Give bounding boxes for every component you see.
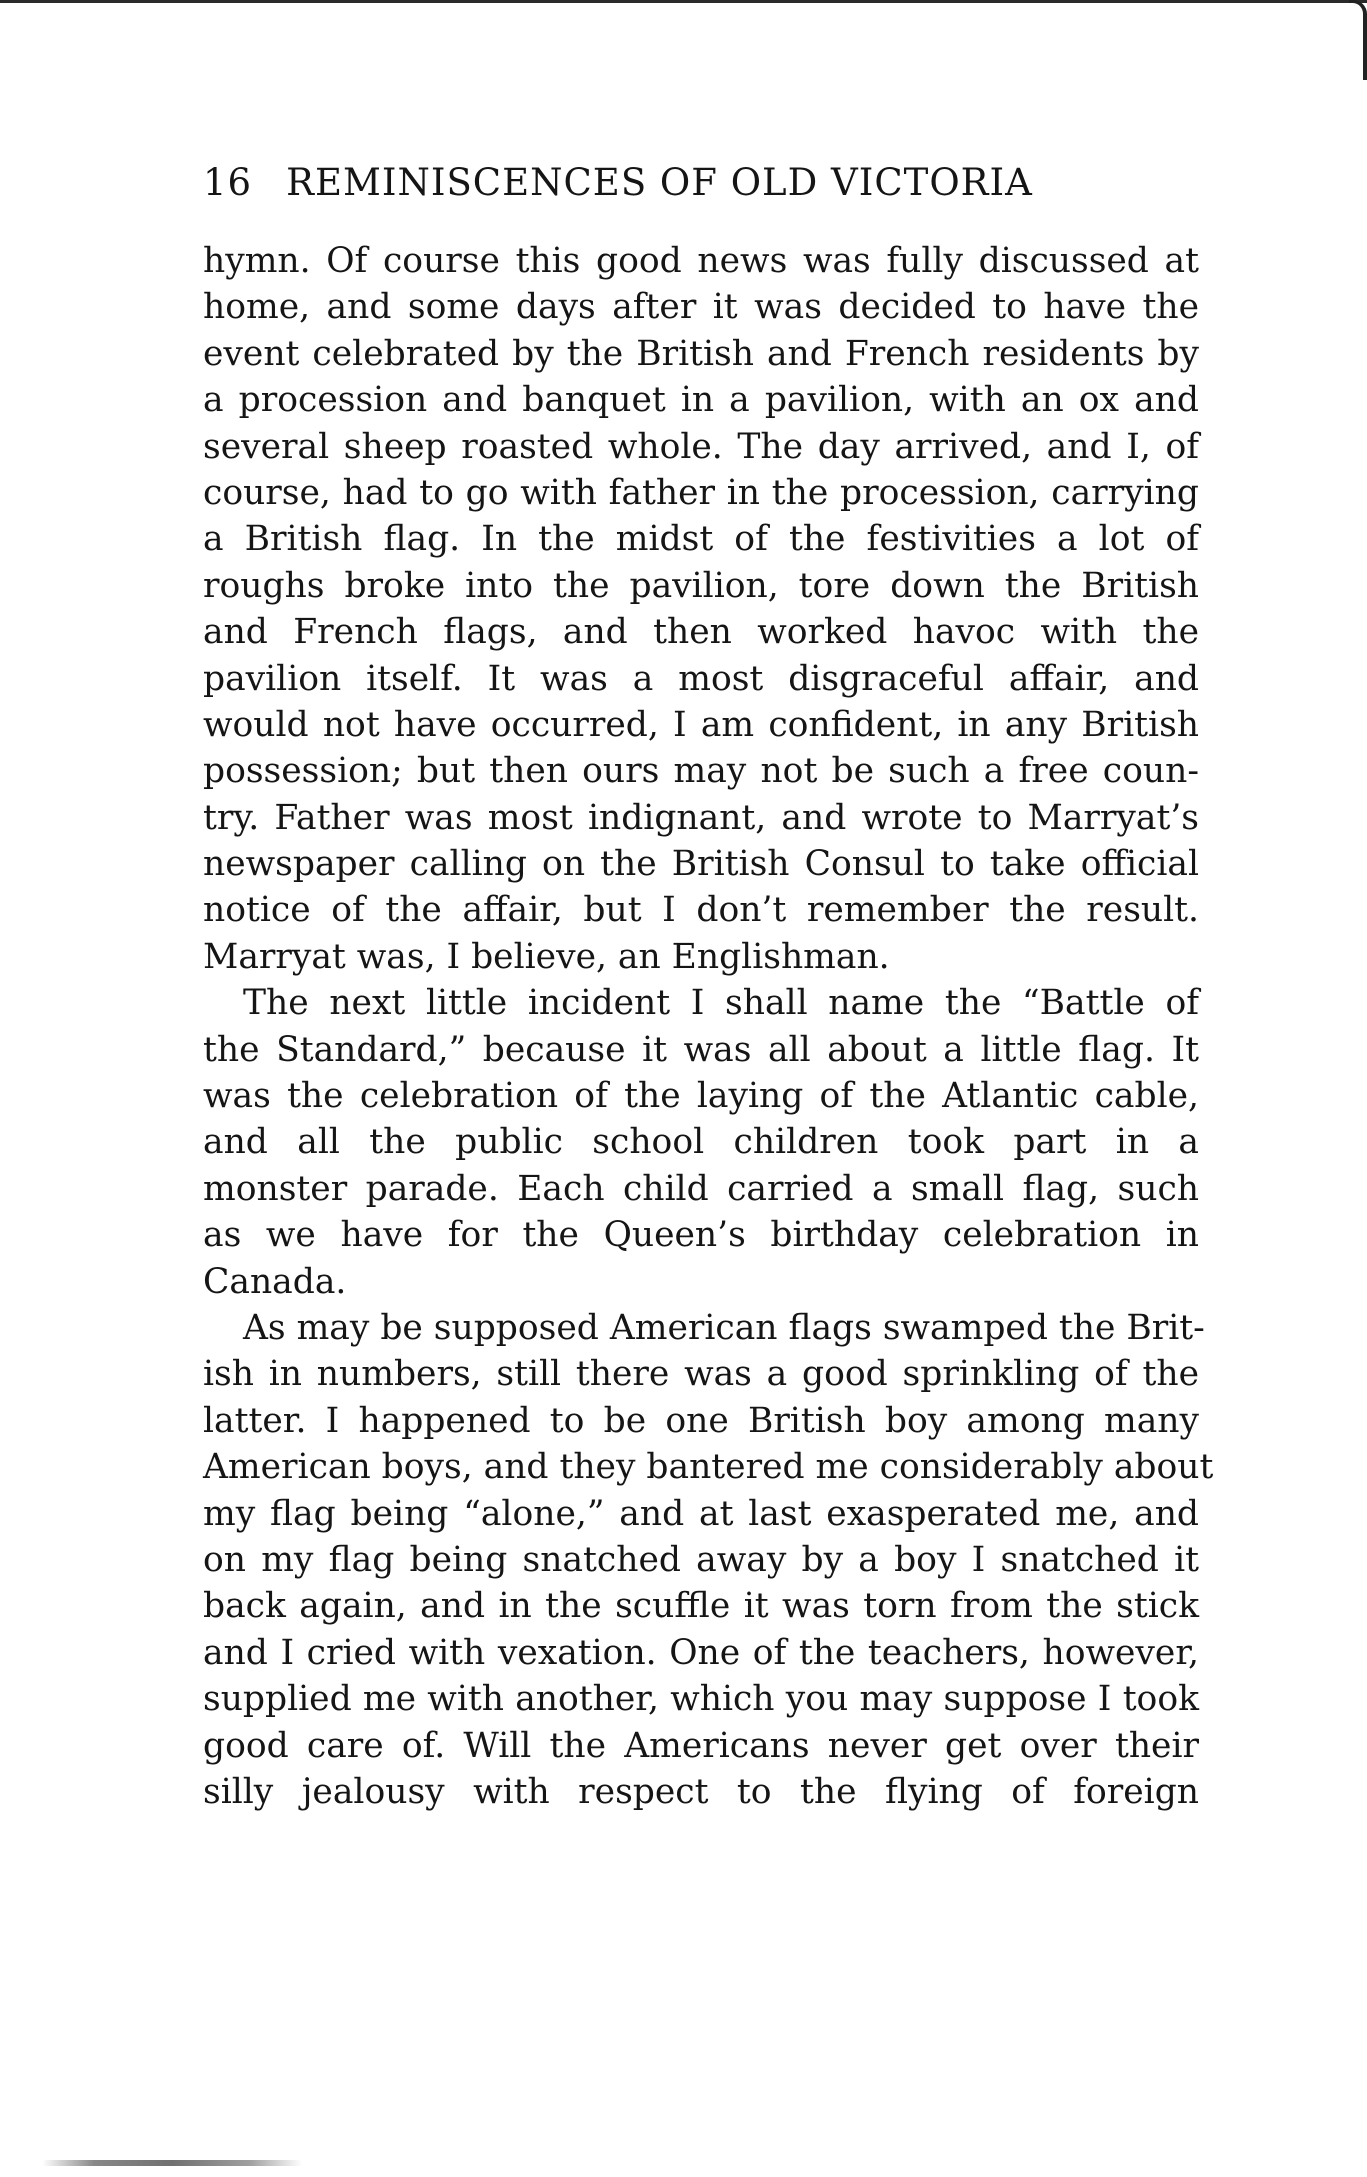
scan-smudge [42,2160,302,2166]
text-line: would not have occurred, I am confident, in any British [203,704,1199,745]
body-text [203,238,1214,1815]
running-header [203,150,1203,214]
text-line: event celebrated by the British and French residents by [203,333,1199,374]
text-line: on my flag being snatched away by a boy I snatched it [203,1539,1199,1580]
text-line: home, and some days after it was decided to have the [203,287,1199,328]
text-line: course, had to go with father in the procession, carrying [203,472,1199,513]
text-line: and French flags, and then worked havoc with the [203,612,1199,653]
text-line: silly jealousy with respect to the flying of foreign [203,1771,1199,1812]
text-line: a British flag. In the midst of the festivities a lot of [203,519,1199,560]
page-number: 16 [203,160,253,204]
text-line: pavilion itself. It was a most disgraceful affair, and [203,658,1199,699]
text-line: As may be supposed American flags swamped the Brit- [243,1307,1205,1348]
top-edge-rule [0,0,1367,3]
text-line: newspaper calling on the British Consul to take official [203,844,1199,885]
text-line: was the celebration of the laying of the Atlantic cable, [203,1076,1199,1117]
text-line: Canada. [203,1261,347,1302]
corner-mark [1349,0,1367,80]
text-line: hymn. Of course this good news was fully discussed at [203,241,1199,281]
text-line: ish in numbers, still there was a good sprinkling of the [203,1354,1199,1395]
text-line: supplied me with another, which you may suppose I took [203,1679,1199,1720]
text-line: possession; but then ours may not be such a free coun- [203,751,1199,792]
text-line: The next little incident I shall name the “Battle of [243,983,1199,1024]
text-line: several sheep roasted whole. The day arrived, and I, of [203,426,1199,467]
text-line: roughs broke into the pavilion, tore down the British [203,565,1199,606]
text-line: a procession and banquet in a pavilion, with an ox and [203,380,1199,421]
text-line: notice of the affair, but I don’t remember the result. [203,890,1199,931]
text-line: as we have for the Queen’s birthday celebration in [203,1215,1199,1256]
text-line: and all the public school children took part in a [203,1122,1199,1163]
running-title: REMINISCENCES OF OLD VICTORIA [286,160,1033,204]
text-line: my flag being “alone,” and at last exasperated me, and [203,1493,1199,1534]
text-line: the Standard,” because it was all about a little flag. It [203,1029,1199,1070]
text-line: and I cried with vexation. One of the teachers, however, [203,1632,1199,1673]
text-line: try. Father was most indignant, and wrote to Marryat’s [203,797,1199,838]
text-line: good care of. Will the Americans never get over their [203,1725,1199,1766]
text-line: back again, and in the scuffle it was torn from the stick [203,1586,1199,1627]
text-line: American boys, and they bantered me considerably about [203,1447,1214,1488]
text-line: monster parade. Each child carried a small flag, such [203,1168,1199,1209]
text-line: Marryat was, I believe, an Englishman. [203,936,890,977]
text-line: latter. I happened to be one British boy among many [203,1400,1199,1441]
